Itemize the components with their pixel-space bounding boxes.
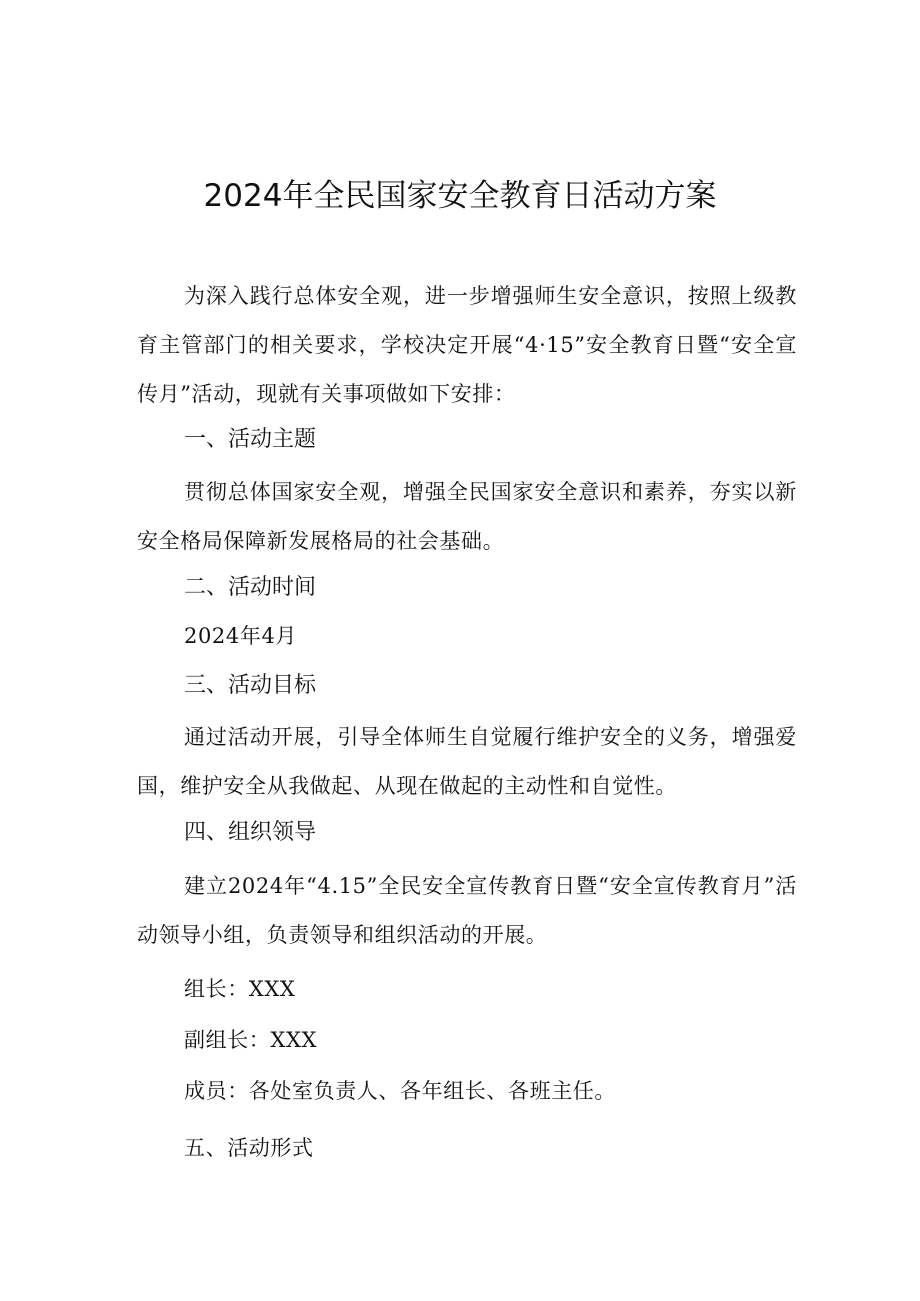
deputy-leader-line: 副组长：XXX [184,1028,318,1052]
section-body-time: 2024年4月 [184,624,298,648]
section-heading-leadership: 四、组织领导 [184,820,317,845]
intro-paragraph: 为深入践行总体安全观，进一步增强师生安全意识，按照上级教育主管部门的相关要求，学校决定开展“4·15”安全教育日暨“安全宣传月”活动，现就有关事项做如下安排： [137,284,797,406]
members-line: 成员：各处室负责人、各年组长、各班主任。 [184,1079,616,1103]
section-body-leadership: 建立2024年“4.15”全民安全宣传教育日暨“安全宣传教育月”活动领导小组，负责领导和组织活动的开展。 [137,874,797,947]
section-body-theme: 贯彻总体国家安全观，增强全民国家安全意识和素养，夯实以新安全格局保障新发展格局的社会基础。 [137,480,797,553]
section-body-goal: 通过活动开展，引导全体师生自觉履行维护安全的义务，增强爱国，维护安全从我做起、从现在做起的主动性和自觉性。 [137,725,797,798]
section-heading-theme: 一、活动主题 [184,427,317,452]
section-heading-goal: 三、活动目标 [184,673,317,698]
document-title: 2024年全民国家安全教育日活动方案 [203,178,717,214]
leader-line: 组长：XXX [184,977,296,1001]
section-heading-format: 五、活动形式 [184,1136,314,1160]
section-heading-time: 二、活动时间 [184,575,317,600]
